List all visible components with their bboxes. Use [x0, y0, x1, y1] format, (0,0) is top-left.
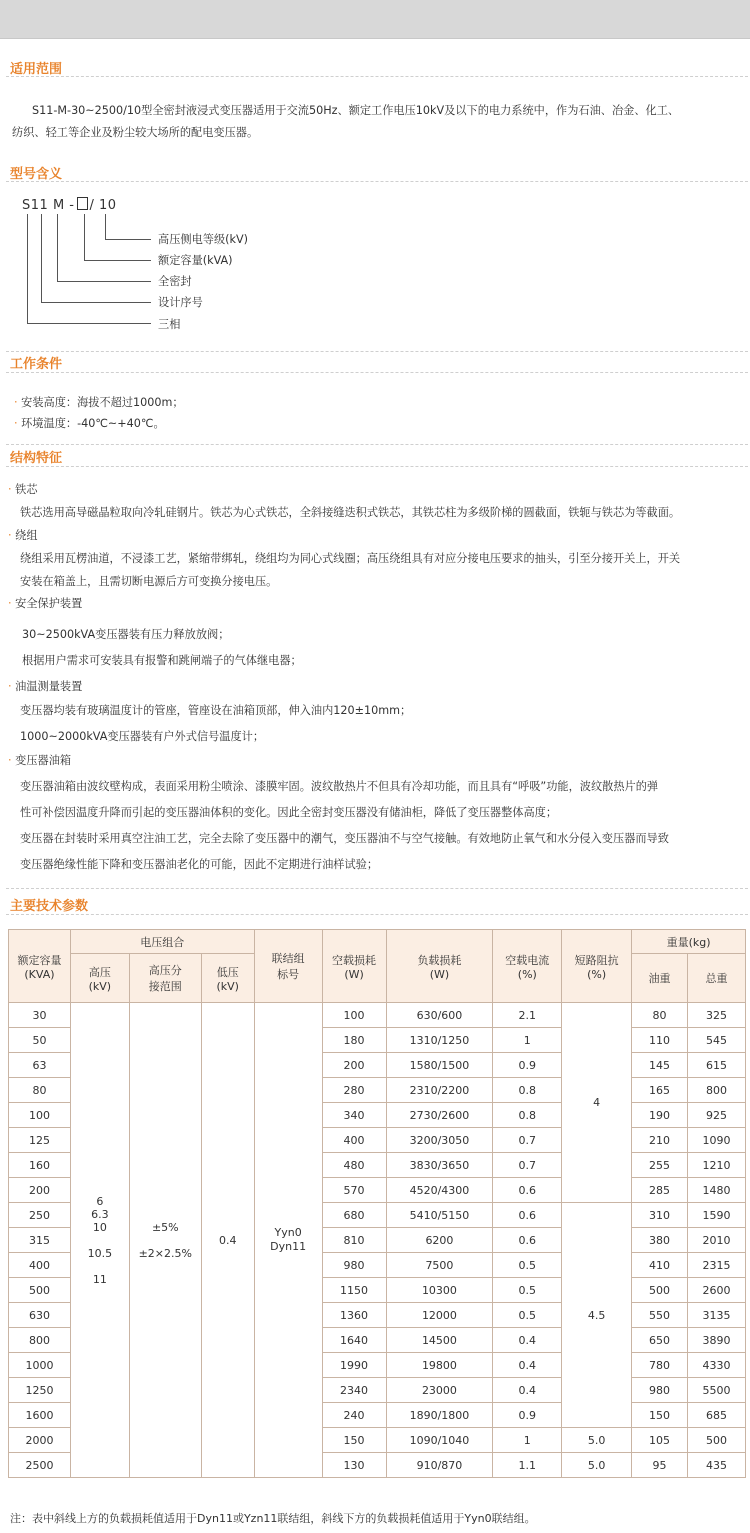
table-cell: 315 — [9, 1228, 71, 1253]
placeholder-box — [77, 197, 88, 210]
table-cell: 145 — [632, 1053, 688, 1078]
condition-item: · 安装高度：海拔不超过1000m； — [14, 396, 184, 409]
table-cell: 14500 — [386, 1328, 493, 1353]
bracket-line — [84, 214, 85, 260]
model-label-phase: 三相 — [158, 318, 181, 331]
table-cell: 0.6 — [493, 1228, 562, 1253]
divider — [6, 372, 748, 373]
header-group: 联结组 标号 — [254, 930, 322, 1003]
table-cell: 3830/3650 — [386, 1153, 493, 1178]
table-cell: 240 — [322, 1403, 386, 1428]
table-cell: 150 — [322, 1428, 386, 1453]
structure-text: 1000~2000kVA变压器装有户外式信号温度计； — [20, 730, 265, 743]
divider — [6, 888, 748, 889]
table-cell: 340 — [322, 1103, 386, 1128]
table-cell: 925 — [688, 1103, 746, 1128]
model-code-c: - — [69, 198, 75, 213]
table-cell: 615 — [688, 1053, 746, 1078]
bracket-line — [41, 302, 151, 303]
table-cell: 95 — [632, 1453, 688, 1478]
table-cell: 2310/2200 — [386, 1078, 493, 1103]
table-cell: 570 — [322, 1178, 386, 1203]
structure-heading: · 安全保护装置 — [8, 597, 83, 610]
table-cell: 2315 — [688, 1253, 746, 1278]
table-cell: 0.4 — [493, 1378, 562, 1403]
model-label-design: 设计序号 — [158, 296, 203, 309]
table-cell: 1640 — [322, 1328, 386, 1353]
structure-heading: · 绕组 — [8, 529, 38, 542]
structure-text: 根据用户需求可安装具有报警和跳闸端子的气体继电器； — [22, 654, 302, 667]
table-cell: 2000 — [9, 1428, 71, 1453]
structure-text: 变压器在封装时采用真空注油工艺，完全去除了变压器中的潮气，变压器油不与空气接触。有效地防止氧气和水分侵入变压器而导致 — [20, 832, 669, 845]
table-cell: 480 — [322, 1153, 386, 1178]
table-cell: 4 — [562, 1003, 632, 1203]
header-tap: 高压分 接范围 — [129, 954, 201, 1003]
table-cell: 2340 — [322, 1378, 386, 1403]
table-cell: 4330 — [688, 1353, 746, 1378]
table-cell: 980 — [322, 1253, 386, 1278]
header-current: 空载电流 (%) — [493, 930, 562, 1003]
table-cell: 2500 — [9, 1453, 71, 1478]
parameter-table — [8, 929, 746, 1478]
table-cell: 1890/1800 — [386, 1403, 493, 1428]
table-cell: 0.8 — [493, 1103, 562, 1128]
table-cell: 2730/2600 — [386, 1103, 493, 1128]
header-total: 总重 — [688, 954, 746, 1003]
table-cell: 3135 — [688, 1303, 746, 1328]
bracket-line — [57, 214, 58, 281]
table-cell: 1600 — [9, 1403, 71, 1428]
table-cell: 100 — [9, 1103, 71, 1128]
section-title-scope: 适用范围 — [10, 62, 63, 77]
structure-text: 变压器均装有玻璃温度计的管座，管座设在油箱顶部，伸入油内120±10mm； — [20, 704, 412, 717]
table-cell: 110 — [632, 1028, 688, 1053]
table-cell: 1360 — [322, 1303, 386, 1328]
divider — [6, 466, 748, 467]
bracket-line — [105, 239, 151, 240]
header-load: 负载损耗 (W) — [386, 930, 493, 1003]
table-cell: 1590 — [688, 1203, 746, 1228]
table-cell: 310 — [632, 1203, 688, 1228]
table-cell: 0.5 — [493, 1253, 562, 1278]
table-cell: 190 — [632, 1103, 688, 1128]
table-cell: 650 — [632, 1328, 688, 1353]
model-label-capacity: 额定容量(kVA) — [158, 254, 233, 267]
table-cell: 2600 — [688, 1278, 746, 1303]
table-cell: 63 — [9, 1053, 71, 1078]
table-cell: 210 — [632, 1128, 688, 1153]
table-cell: 0.6 — [493, 1203, 562, 1228]
divider — [6, 444, 748, 445]
table-cell: 4520/4300 — [386, 1178, 493, 1203]
table-cell: 1090/1040 — [386, 1428, 493, 1453]
table-cell: 80 — [632, 1003, 688, 1028]
table-cell: 630/600 — [386, 1003, 493, 1028]
table-cell: 0.4 — [493, 1353, 562, 1378]
table-cell: 0.4 — [201, 1003, 254, 1478]
table-cell: 12000 — [386, 1303, 493, 1328]
table-cell: 435 — [688, 1453, 746, 1478]
table-cell: 200 — [9, 1178, 71, 1203]
structure-heading: · 变压器油箱 — [8, 754, 72, 767]
table-cell: 200 — [322, 1053, 386, 1078]
table-cell: 500 — [688, 1428, 746, 1453]
table-cell: 1990 — [322, 1353, 386, 1378]
table-cell: 105 — [632, 1428, 688, 1453]
table-cell: 550 — [632, 1303, 688, 1328]
table-cell: 325 — [688, 1003, 746, 1028]
divider — [6, 181, 748, 182]
section-title-model: 型号含义 — [10, 167, 63, 182]
table-cell: 1250 — [9, 1378, 71, 1403]
table-cell: 1150 — [322, 1278, 386, 1303]
section-title-structure: 结构特征 — [10, 451, 63, 466]
table-cell: 255 — [632, 1153, 688, 1178]
table-cell: 685 — [688, 1403, 746, 1428]
table-cell: 5.0 — [562, 1453, 632, 1478]
table-cell: 1480 — [688, 1178, 746, 1203]
header-lv: 低压 (kV) — [201, 954, 254, 1003]
model-label-voltage: 高压侧电等级(kV) — [158, 233, 248, 246]
table-cell: 5410/5150 — [386, 1203, 493, 1228]
structure-text: 安装在箱盖上，且需切断电源后方可变换分接电压。 — [20, 575, 278, 588]
bracket-line — [27, 214, 28, 323]
table-cell: 1210 — [688, 1153, 746, 1178]
top-bar — [0, 0, 750, 39]
table-cell: 30 — [9, 1003, 71, 1028]
header-hv: 高压 (kV) — [70, 954, 129, 1003]
header-voltage: 电压组合 — [70, 930, 254, 954]
table-cell: 50 — [9, 1028, 71, 1053]
table-cell: 0.4 — [493, 1328, 562, 1353]
table-cell: 400 — [322, 1128, 386, 1153]
table-note: 注：表中斜线上方的负载损耗值适用于Dyn11或Yzn11联结组，斜线下方的负载损耗值适用于Yyn0联结组。 — [10, 1512, 536, 1525]
table-cell: Yyn0 Dyn11 — [254, 1003, 322, 1478]
table-cell: 0.7 — [493, 1153, 562, 1178]
table-cell: 0.5 — [493, 1278, 562, 1303]
header-noload: 空载损耗 (W) — [322, 930, 386, 1003]
table-cell: 545 — [688, 1028, 746, 1053]
table-cell: 1090 — [688, 1128, 746, 1153]
table-cell: 130 — [322, 1453, 386, 1478]
table-cell: 5500 — [688, 1378, 746, 1403]
table-row — [9, 1003, 746, 1028]
table-cell: 1 — [493, 1028, 562, 1053]
bracket-line — [57, 281, 151, 282]
table-cell: 0.9 — [493, 1403, 562, 1428]
structure-heading: · 油温测量装置 — [8, 680, 83, 693]
divider — [6, 351, 748, 352]
table-cell: 6 6.3 10 10.5 11 — [70, 1003, 129, 1478]
model-label-sealed: 全密封 — [158, 275, 192, 288]
table-cell: 2.1 — [493, 1003, 562, 1028]
structure-text: 30~2500kVA变压器装有压力释放放阀； — [22, 628, 230, 641]
table-cell: 100 — [322, 1003, 386, 1028]
scope-text-2: 纺织、轻工等企业及粉尘较大场所的配电变压器。 — [12, 126, 259, 139]
model-code-a: S11 — [22, 198, 49, 213]
table-cell: 180 — [322, 1028, 386, 1053]
table-cell: 980 — [632, 1378, 688, 1403]
table-cell: 1000 — [9, 1353, 71, 1378]
table-cell: 410 — [632, 1253, 688, 1278]
structure-heading: · 铁芯 — [8, 483, 38, 496]
table-cell: 5.0 — [562, 1428, 632, 1453]
table-cell: 1.1 — [493, 1453, 562, 1478]
table-cell: 80 — [9, 1078, 71, 1103]
table-cell: 160 — [9, 1153, 71, 1178]
table-cell: 1 — [493, 1428, 562, 1453]
table-cell: 2010 — [688, 1228, 746, 1253]
model-code-b: M — [52, 198, 65, 213]
table-cell: 0.8 — [493, 1078, 562, 1103]
bracket-line — [84, 260, 151, 261]
divider — [6, 76, 748, 77]
table-cell: 1310/1250 — [386, 1028, 493, 1053]
table-cell: 10300 — [386, 1278, 493, 1303]
bracket-line — [41, 214, 42, 302]
header-impedance: 短路阻抗 (%) — [562, 930, 632, 1003]
table-cell: 800 — [688, 1078, 746, 1103]
table-cell: 19800 — [386, 1353, 493, 1378]
table-cell: 380 — [632, 1228, 688, 1253]
table-cell: 630 — [9, 1303, 71, 1328]
section-title-params: 主要技术参数 — [10, 899, 89, 914]
table-cell: 250 — [9, 1203, 71, 1228]
scope-text-1: S11-M-30~2500/10型全密封液浸式变压器适用于交流50Hz、额定工作电压10kV及以下的电力系统中，作为石油、冶金、化工、 — [32, 104, 680, 117]
table-cell: 125 — [9, 1128, 71, 1153]
table-cell: 400 — [9, 1253, 71, 1278]
table-cell: 810 — [322, 1228, 386, 1253]
bracket-line — [105, 214, 106, 239]
table-cell: 780 — [632, 1353, 688, 1378]
header-oil: 油重 — [632, 954, 688, 1003]
table-cell: 150 — [632, 1403, 688, 1428]
bracket-line — [27, 323, 151, 324]
structure-text: 变压器油箱由波纹壁构成，表面采用粉尘喷涂、漆膜牢固。波纹散热片不但具有冷却功能，而且具有“呼吸”功能，波纹散热片的弹 — [20, 780, 659, 793]
table-cell: 0.6 — [493, 1178, 562, 1203]
condition-item: · 环境温度：-40℃~+40℃。 — [14, 417, 165, 430]
table-cell: 680 — [322, 1203, 386, 1228]
table-cell: 800 — [9, 1328, 71, 1353]
table-cell: 165 — [632, 1078, 688, 1103]
table-cell: 0.9 — [493, 1053, 562, 1078]
table-cell: 0.5 — [493, 1303, 562, 1328]
table-cell: 500 — [632, 1278, 688, 1303]
table-cell: 23000 — [386, 1378, 493, 1403]
table-cell: 7500 — [386, 1253, 493, 1278]
table-cell: ±5% ±2×2.5% — [129, 1003, 201, 1478]
table-cell: 0.7 — [493, 1128, 562, 1153]
table-cell: 910/870 — [386, 1453, 493, 1478]
table-body — [9, 1003, 746, 1478]
structure-text: 铁芯选用高导磁晶粒取向冷轧硅钢片。铁芯为心式铁芯，全斜接缝迭积式铁芯，其铁芯柱为多级阶梯的圆截面，铁轭与铁芯为等截面。 — [20, 506, 681, 519]
table-cell: 3200/3050 — [386, 1128, 493, 1153]
structure-text: 变压器绝缘性能下降和变压器油老化的可能，因此不定期进行油样试验； — [20, 858, 379, 871]
table-cell: 500 — [9, 1278, 71, 1303]
table-cell: 1580/1500 — [386, 1053, 493, 1078]
structure-text: 性可补偿因温度升降而引起的变压器油体积的变化。因此全密封变压器没有储油柜，降低了变压器整体高度； — [20, 806, 558, 819]
model-code — [22, 197, 117, 213]
divider — [6, 914, 748, 915]
header-weight: 重量(kg) — [632, 930, 746, 954]
table-cell: 285 — [632, 1178, 688, 1203]
table-cell: 6200 — [386, 1228, 493, 1253]
table-cell: 280 — [322, 1078, 386, 1103]
section-title-conditions: 工作条件 — [10, 357, 63, 372]
header-capacity: 额定容量 (KVA) — [9, 930, 71, 1003]
structure-text: 绕组采用瓦楞油道，不浸漆工艺，紧缩带绑轧，绕组均为同心式线圈；高压绕组具有对应分接电压要求的抽头，引至分接开关上，开关 — [20, 552, 681, 565]
table-cell: 4.5 — [562, 1203, 632, 1428]
model-code-d: / 10 — [89, 198, 117, 213]
table-cell: 3890 — [688, 1328, 746, 1353]
